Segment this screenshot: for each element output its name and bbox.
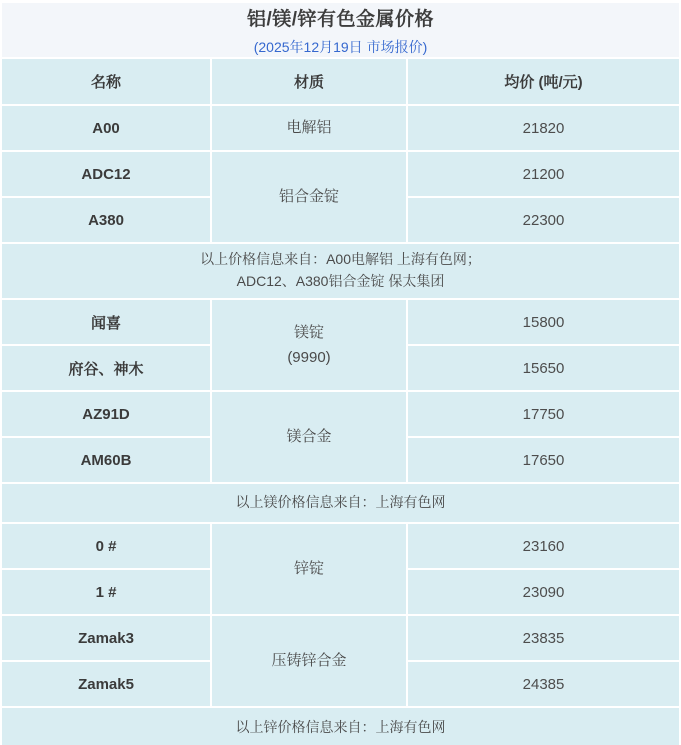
table-row bbox=[2, 300, 679, 344]
price-cell: 15800 bbox=[408, 300, 679, 344]
name-cell: ADC12 bbox=[2, 152, 210, 196]
table-header-row bbox=[2, 59, 679, 104]
price-cell: 17750 bbox=[408, 392, 679, 436]
name-cell: AM60B bbox=[2, 438, 210, 482]
price-cell: 17650 bbox=[408, 438, 679, 482]
name-cell: 0 # bbox=[2, 524, 210, 568]
note-line: 以上锌价格信息来自：上海有色网 bbox=[235, 719, 446, 736]
note-line: ADC12、A380铝合金锭 保太集团 bbox=[236, 273, 445, 289]
note-row bbox=[2, 484, 679, 522]
name-cell: AZ91D bbox=[2, 392, 210, 436]
material-cell bbox=[212, 300, 406, 390]
price-cell: 23090 bbox=[408, 570, 679, 614]
name-cell: 府谷、神木 bbox=[2, 346, 210, 390]
price-page bbox=[0, 3, 681, 745]
price-cell: 24385 bbox=[408, 662, 679, 706]
page-title: 铝/镁/锌有色金属价格 bbox=[246, 8, 435, 30]
table-row bbox=[2, 152, 679, 196]
name-cell: 闻喜 bbox=[2, 300, 210, 344]
column-header-price: 均价 (吨/元) bbox=[408, 59, 679, 104]
table-row bbox=[2, 392, 679, 436]
note-row bbox=[2, 708, 679, 745]
table-row bbox=[2, 524, 679, 568]
name-cell: A00 bbox=[2, 106, 210, 150]
material-sub-line: (9990) bbox=[287, 349, 331, 366]
price-cell: 22300 bbox=[408, 198, 679, 242]
title-block bbox=[2, 3, 679, 57]
note-line: 以上价格信息来自：A00电解铝 上海有色网； bbox=[200, 251, 481, 268]
name-cell: Zamak3 bbox=[2, 616, 210, 660]
material-cell: 铝合金锭 bbox=[212, 152, 406, 242]
table-row bbox=[2, 106, 679, 150]
price-cell: 23160 bbox=[408, 524, 679, 568]
source-note-aluminum bbox=[2, 244, 679, 298]
name-cell: Zamak5 bbox=[2, 662, 210, 706]
material-cell: 电解铝 bbox=[212, 106, 406, 150]
page-subtitle: (2025年12月19日 市场报价) bbox=[253, 38, 428, 55]
column-header-name: 名称 bbox=[2, 59, 210, 104]
source-note-zinc bbox=[2, 708, 679, 745]
name-cell: A380 bbox=[2, 198, 210, 242]
material-line: 镁锭 bbox=[293, 323, 324, 341]
source-note-magnesium bbox=[2, 484, 679, 522]
column-header-material: 材质 bbox=[212, 59, 406, 104]
material-cell: 锌锭 bbox=[212, 524, 406, 614]
price-cell: 23835 bbox=[408, 616, 679, 660]
material-cell: 压铸锌合金 bbox=[212, 616, 406, 706]
price-cell: 21820 bbox=[408, 106, 679, 150]
price-cell: 21200 bbox=[408, 152, 679, 196]
price-cell: 15650 bbox=[408, 346, 679, 390]
price-table bbox=[0, 57, 681, 745]
table-row bbox=[2, 616, 679, 660]
material-cell: 镁合金 bbox=[212, 392, 406, 482]
note-row bbox=[2, 244, 679, 298]
note-line: 以上镁价格信息来自：上海有色网 bbox=[235, 494, 446, 511]
name-cell: 1 # bbox=[2, 570, 210, 614]
